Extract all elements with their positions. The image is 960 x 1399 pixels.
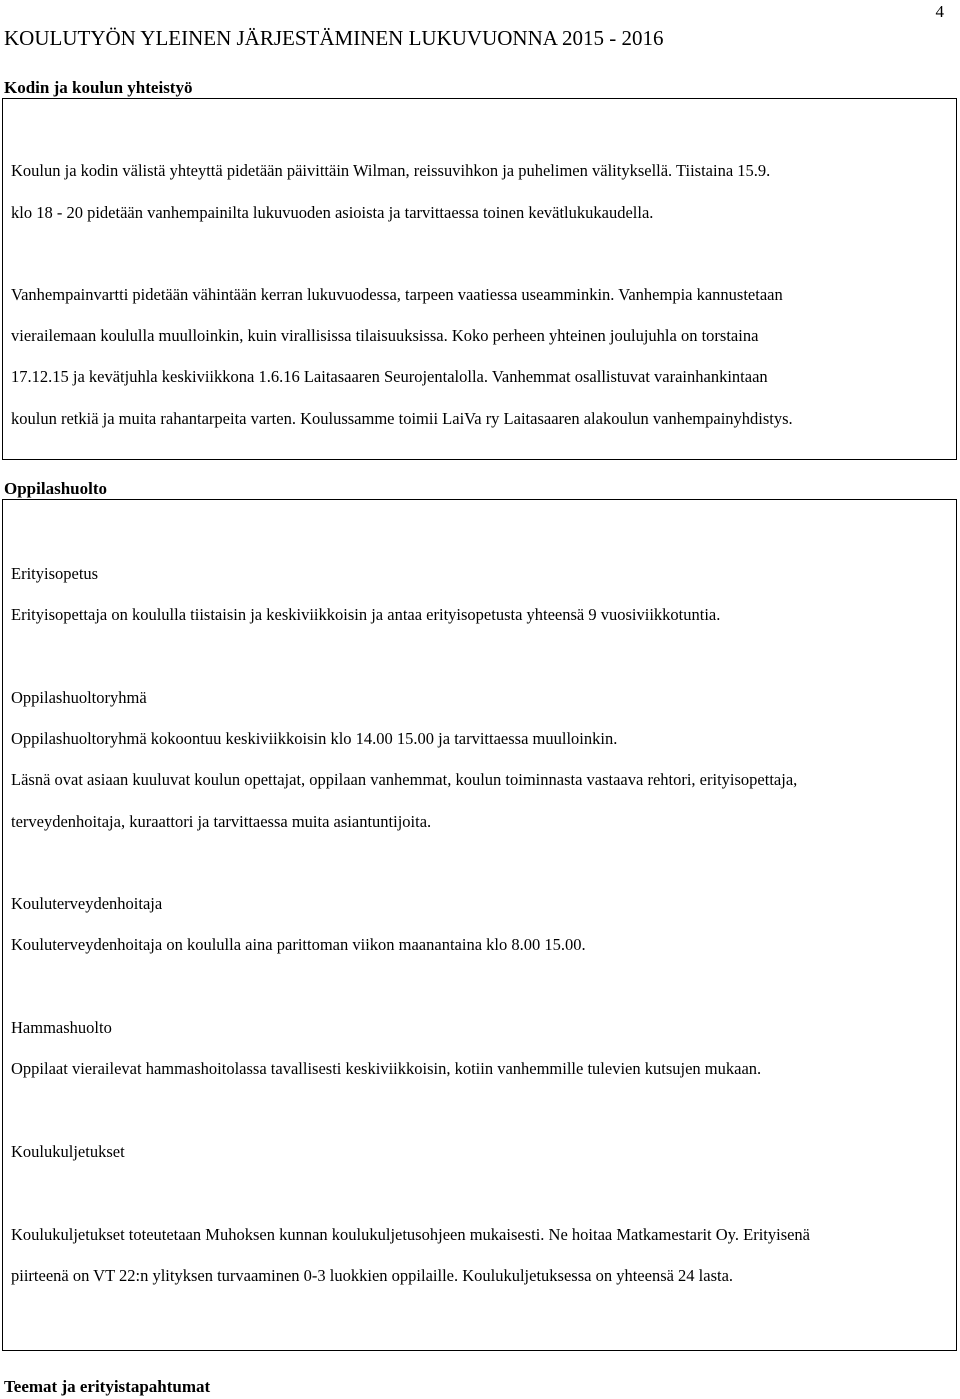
section-heading-home-school: Kodin ja koulun yhteistyö [4,78,193,97]
home-school-line-2: klo 18 - 20 pidetään vanhempainilta lukuvuoden asioista ja tarvittaessa toinen kevätlukukaudella. [11,203,654,222]
document-title: KOULUTYÖN YLEINEN JÄRJESTÄMINEN LUKUVUONNA 2015 - 2016 [4,26,664,50]
welfare-group-title: Oppilashuoltoryhmä [11,688,147,707]
welfare-group-line-3: terveydenhoitaja, kuraattori ja tarvittaessa muita asiantuntijoita. [11,812,432,831]
home-school-line-5: 17.12.15 ja kevätjuhla keskiviikkona 1.6.16 Laitasaaren Seurojentalolla. Vanhemmat osallistuvat varainhankintaan [11,367,768,386]
home-school-line-4: vierailemaan koululla muulloinkin, kuin virallisissa tilaisuuksissa. Koko perheen yhteinen joulujuhla on torstaina [11,326,759,345]
page-number: 4 [935,2,944,21]
welfare-group-line-2: Läsnä ovat asiaan kuuluvat koulun opettajat, oppilaan vanhemmat, koulun toiminnasta vastaava rehtori, erityisopettaja, [11,770,798,789]
special-ed-text: Erityisopettaja on koululla tiistaisin ja keskiviikkoisin ja antaa erityisopetusta yhteensä 9 vuosiviikkotuntia. [11,605,721,624]
dental-title: Hammashuolto [11,1018,112,1037]
home-school-line-6: koulun retkiä ja muita rahantarpeita varten. Koulussamme toimii LaiVa ry Laitasaaren alakoulun vanhempainyhdistys. [11,409,793,428]
dental-text: Oppilaat vierailevat hammashoitolassa tavallisesti keskiviikkoisin, kotiin vanhemmille tulevien kutsujen mukaan. [11,1059,762,1078]
home-school-line-3: Vanhempainvartti pidetään vähintään kerran lukuvuodessa, tarpeen vaatiessa useamminkin. Vanhempia kannustetaan [11,285,783,304]
school-nurse-text: Kouluterveydenhoitaja on koululla aina parittoman viikon maanantaina klo 8.00 15.00. [11,935,586,954]
transport-line-1: Koulukuljetukset toteutetaan Muhoksen kunnan koulukuljetusohjeen mukaisesti. Ne hoitaa Matkamestarit Oy. Erityisenä [11,1225,811,1244]
section-heading-themes: Teemat ja erityistapahtumat [4,1377,211,1396]
home-school-box [2,98,957,460]
student-welfare-box [2,499,957,1351]
transport-title: Koulukuljetukset [11,1142,125,1161]
home-school-line-1: Koulun ja kodin välistä yhteyttä pidetään päivittäin Wilman, reissuvihkon ja puhelimen välityksellä. Tiistaina 15.9. [11,161,771,180]
transport-line-2: piirteenä on VT 22:n ylityksen turvaaminen 0-3 luokkien oppilaille. Koulukuljetuksessa on yhteensä 24 lasta. [11,1266,734,1285]
welfare-group-line-1: Oppilashuoltoryhmä kokoontuu keskiviikkoisin klo 14.00 15.00 ja tarvittaessa muulloinkin. [11,729,618,748]
school-nurse-title: Kouluterveydenhoitaja [11,894,163,913]
section-heading-student-welfare: Oppilashuolto [4,479,107,498]
special-ed-title: Erityisopetus [11,564,99,583]
